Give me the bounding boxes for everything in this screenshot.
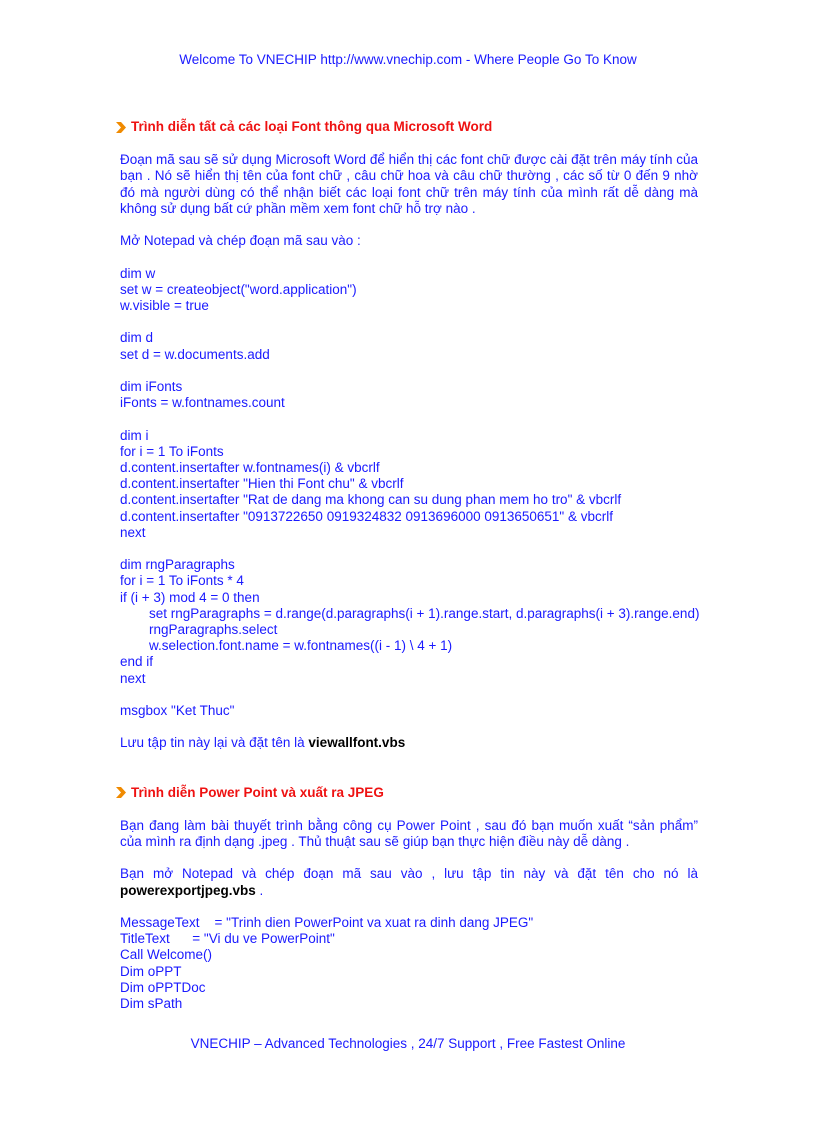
section-2-instruction-end: . [255,882,264,898]
section-2-heading [116,784,698,802]
code-line: d.content.insertafter "Rat de dang ma khong can su dung phan mem ho tro" & vbcrlf [120,492,622,508]
arrow-bullet-icon [116,787,127,798]
section-1-title: Trình diễn tất cả các loại Font thông qua Microsoft Word [131,119,493,134]
page-header: Welcome To VNECHIP http://www.vnechip.com - Where People Go To Know [179,52,637,67]
code-line: w.selection.font.name = w.fontnames((i - 1) \ 4 + 1) [149,638,453,654]
section-2-intro: Bạn đang làm bài thuyết trình bằng công cụ Power Point , sau đó bạn muốn xuất “sản phẩm” của mình ra định dạng .jpeg . Thủ thuật sau sẽ giúp bạn thực hiện điều này dễ dàng . [120,817,698,849]
save-instruction-text: Lưu tập tin này lại và đặt tên là [120,735,309,751]
export-filename: powerexportjpeg.vbs [120,882,256,898]
code-line: Call Welcome() [120,947,213,963]
code-block-2 [120,915,698,1012]
code-line: dim iFonts [120,378,183,394]
arrow-bullet-icon [116,122,127,133]
save-filename: viewallfont.vbs [308,735,406,751]
code-line: set d = w.documents.add [120,346,270,362]
code-block-1 [120,266,698,720]
document-body [120,118,698,1012]
code-line: d.content.insertafter "Hien thi Font chu" & vbcrlf [120,476,404,492]
code-line: Dim sPath [120,995,183,1011]
code-line: w.visible = true [120,297,209,313]
code-line: Dim oPPTDoc [120,979,206,995]
code-line: rngParagraphs.select [149,621,278,637]
code-line: MessageText = "Trinh dien PowerPoint va xuat ra dinh dang JPEG" [120,914,534,930]
code-line: msgbox "Ket Thuc" [120,702,235,718]
code-line: set rngParagraphs = d.range(d.paragraphs(i + 1).range.start, d.paragraphs(i + 3).range.end) [149,605,700,621]
code-line: for i = 1 To iFonts [120,443,224,459]
code-line: Dim oPPT [120,963,182,979]
code-line: for i = 1 To iFonts * 4 [120,573,244,589]
code-line: d.content.insertafter "0913722650 0919324832 0913696000 0913650651" & vbcrlf [120,508,613,524]
code-line: next [120,670,146,686]
section-2-instruction-text: Bạn mở Notepad và chép đoạn mã sau vào , lưu tập tin này và đặt tên cho nó là [120,866,698,882]
code-line: set w = createobject("word.application") [120,281,357,297]
code-line: dim i [120,427,149,443]
code-line: dim w [120,265,156,281]
section-1-instruction: Mở Notepad và chép đoạn mã sau vào : [120,233,361,249]
code-line: TitleText = "Vi du ve PowerPoint" [120,931,335,947]
page-footer: VNECHIP – Advanced Technologies , 24/7 Support , Free Fastest Online [190,1036,626,1051]
code-line: d.content.insertafter w.fontnames(i) & vbcrlf [120,459,380,475]
code-line: next [120,524,146,540]
code-line: dim d [120,330,154,346]
section-1-intro: Đoạn mã sau sẽ sử dụng Microsoft Word để hiển thị các font chữ được cài đặt trên máy tính của bạn . Nó sẽ hiển thị tên của font chữ , câu chữ hoa và câu chữ thường , các số từ 0 đến 9 nhờ đó mà người dùng có thể nhận biết các loại font chữ trên máy tính của mình rất dễ dàng mà không sử dụng bất cứ phần mềm xem font chữ hỗ trợ nào . [120,152,698,216]
section-1-heading [116,118,698,136]
code-line: end if [120,654,154,670]
section-2-title: Trình diễn Power Point và xuất ra JPEG [131,784,384,800]
code-line: dim rngParagraphs [120,557,235,573]
code-line: if (i + 3) mod 4 = 0 then [120,589,260,605]
section-2-instruction [120,866,698,898]
code-line: iFonts = w.fontnames.count [120,395,285,411]
save-instruction [120,735,698,751]
